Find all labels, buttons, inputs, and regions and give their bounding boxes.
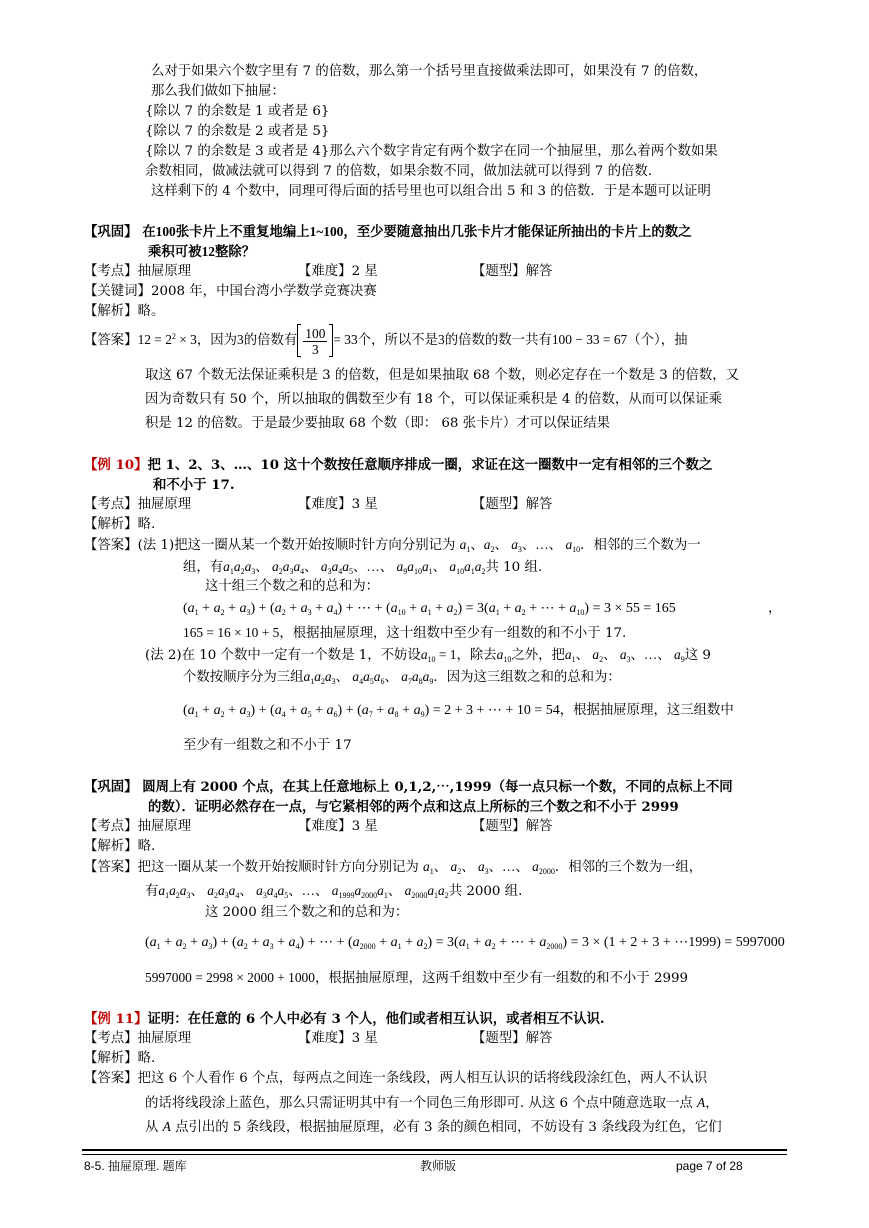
answer-text: 点引出的 5 条线段，根据抽屉原理，必有 3 条的颜色相同，不妨设有 3 条线段为红色，它们 [175,1120,722,1135]
jiexi-tag: 【解析】 [84,1051,138,1066]
keyword-tag: 【关键词】 [84,284,151,299]
gonggu-tag: 【巩固】 [84,779,138,795]
fraction [303,326,327,357]
example11-nandu [298,1029,378,1049]
answer-text: 之外，把 [511,648,565,663]
answer-text: 有 [145,884,159,899]
problem2-answer-line2 [145,881,522,902]
problem1-answer-line1 [84,324,688,357]
var-a10: $a_{10}$ [496,647,512,664]
footer-left: 8-5. 抽屉原理. 题库 [84,1159,187,1173]
example10-method1-line3: 这十组三个数之和的总和为： [205,579,380,594]
seq-a1-a9: $a_1$、 $a_2$、 $a_3$、…、 $a_9$ [564,647,685,664]
nandu-value: 3 星 [351,819,378,834]
q-text: ，至少要随意抽出几张卡片才能保证所抽出的卡片上的数之 [343,224,692,240]
problem2-equation: $(a_1 + a_2 + a_3) + (a_2 + a_3 + a_4)$ + ⋯ + $(a_{2000} + a_1 + a_2) = 3(a_1 + a_2$ + ⋯ + $a_{2000}) = 3 \times (1 + 2 + 3$ + ⋯1999) = 5997000 [145,935,785,951]
kaodian-tag: 【考点】 [84,497,138,512]
intro-line-1: 么对于如果六个数字里有 7 的倍数，那么第一个括号里直接做乘法即可，如果没有 7 的倍数， [151,64,708,79]
daan-tag: 【答案】 [84,333,138,348]
floor-bracket [297,324,333,356]
num-3: 3 [438,332,445,347]
daan-tag: 【答案】 [84,538,138,553]
example10-method1-comma: ， [768,601,782,616]
answer-text: (法 1)把这一圈从某一个数开始按顺时针方向分别记为 [137,538,456,553]
kaodian-value: 抽屉原理 [137,264,192,279]
answer-text: (法 2)在 10 个数中一定有一个数是 1，不妨设 [145,648,421,663]
fraction-denominator: 3 [311,341,319,357]
example10-method1-line5 [183,623,626,644]
q-number: 100 [155,224,176,239]
tixing-tag: 【题型】 [472,1031,526,1046]
example11-question [84,1009,605,1029]
answer-text: 的倍数的数一共有 [444,333,552,348]
intro-line-6: 余数相同，做减法就可以得到 7 的倍数，如果余数不同，做加法就可以得到 7 的倍数. [145,164,652,179]
answer-text: （个），抽 [627,333,688,348]
jiexi-tag: 【解析】 [84,517,138,532]
answer-text: 个数按顺序分为三组 [183,670,304,685]
answer-text: 共 10 组. [485,560,543,575]
jiexi-value: 略. [137,839,156,854]
jiexi-tag: 【解析】 [84,839,138,854]
kaodian-value: 抽屉原理 [137,819,192,834]
answer-text: 组，有 [183,560,224,575]
tixing-value: 解答 [525,1031,553,1046]
tixing-tag: 【题型】 [472,497,526,512]
example10-kaodian [84,495,191,515]
kaodian-tag: 【考点】 [84,819,138,834]
answer-text: ，除去 [456,648,497,663]
q-range: 1~100 [309,224,344,239]
example10-question-line1 [84,455,712,475]
footer-rule-thick [82,1149,787,1151]
eq-a10: $a_{10} = 1$ [420,647,457,664]
tixing-value: 解答 [525,819,553,834]
problem1-answer-line2: 取这 67 个数无法保证乘积是 3 的倍数，但是如果抽取 68 个数，则必定存在一个数是 3 的倍数，又 [145,368,740,383]
answer-text: ．相邻的三个数为一组， [554,860,703,875]
eq-sum-groups: $(a_1 + a_2 + a_3) + (a_4 + a_5 + a_6) + (a_7 + a_8 + a_9) = 2 + 3$ + ⋯ + 10 = 54 [183,703,560,719]
seq-a1-a10: $a_1$、$a_2$、 $a_3$、…、 $a_{10}$ [459,537,581,554]
answer-text: ，根据抽屉原理，这两千组数中至少有一组数的和不小于 2999 [314,971,689,986]
problem2-nandu [298,817,378,837]
problem2-answer-line1 [84,857,702,878]
problem2-question-line1 [84,777,733,797]
footer-rule-thin [82,1154,787,1155]
answer-text: 把这 6 个人看作 6 个点，每两点之间连一条线段，两人相互认识的话将线段涂红色，两人不认识 [137,1071,708,1086]
answer-text: ，根据抽屉原理，这三组数中 [559,703,734,718]
q-text: 在 [142,224,156,240]
answer-text: ．相邻的三个数为一 [580,538,701,553]
nandu-tag: 【难度】 [298,497,352,512]
kaodian-tag: 【考点】 [84,264,138,279]
triples-list: $a_1a_2a_3$、 $a_2a_3a_4$、 $a_3a_4a_5$、…、 $a_9a_{10}a_1$、 $a_{10}a_1a_2$ [223,559,486,576]
example11-tixing [472,1029,552,1049]
daan-tag: 【答案】 [84,1071,138,1086]
intro-line-2: 那么我们做如下抽屉： [151,84,285,99]
groups-list: $a_1a_2a_3$、 $a_4a_5a_6$、 $a_7a_8a_9$ [303,669,434,686]
example10-method2-line4: 至少有一组数之和不小于 17 [183,738,352,753]
eq-exp: 2 [171,332,176,341]
intro-line-4: {除以 7 的余数是 2 或者是 5} [145,124,330,139]
intro-line-7: 这样剩下的 4 个数中，同理可得后面的括号里也可以组合出 5 和 3 的倍数．于是本题可以证明 [151,184,711,199]
example10-tag: 【例 10】 [84,457,148,473]
problem2-question-line2: 的数）．证明必然存在一点，与它紧相邻的两个点和这点上所标的三个数之和不小于 2999 [148,799,679,815]
example10-method1-line1 [84,535,701,556]
problem1-kaodian [84,262,191,282]
intro-line-3: {除以 7 的余数是 1 或者是 6} [145,104,330,119]
eq-part: × 3 [175,332,197,347]
problem2-jiexi [84,837,155,857]
intro-line-5: {除以 7 的余数是 3 或者是 4}那么六个数字肯定有两个数字在同一个抽屉里，那么着两个数如果 [145,144,718,159]
kaodian-value: 抽屉原理 [137,497,192,512]
example10-jiexi [84,515,155,535]
q-text: 证明：在任意的 6 个人中必有 3 个人，他们或者相互认识，或者相互不认识. [147,1011,605,1027]
example11-tag: 【例 11】 [84,1011,148,1027]
kaodian-value: 抽屉原理 [137,1031,192,1046]
triples-list: $a_1a_2a_3$、 $a_2a_3a_4$、 $a_3a_4a_5$、…、 $a_{1999}a_{2000}a_1$、 $a_{2000}a_1a_2$ [158,883,449,900]
example10-method1-equation: $(a_1 + a_2 + a_3) + (a_2 + a_3 + a_4)$ + ⋯ + $(a_{10} + a_1 + a_2) = 3(a_1 + a_2$ + ⋯ + $a_{10}) = 3 \times 55 = 165$ [183,601,676,617]
eq-part: 12 = 2 [137,332,172,347]
nandu-tag: 【难度】 [298,264,352,279]
answer-text: 从 [145,1120,159,1135]
example11-answer-line2 [145,1093,719,1114]
q-text: 把 1、2、3、…、10 这十个数按任意顺序排成一圈，求证在这一圈数中一定有相邻的三个数之 [147,457,713,473]
problem1-jiexi [84,302,164,322]
eq-165: 165 = 16 × 10 + 5 [183,625,280,640]
answer-text: 的话将线段涂上蓝色，那么只需证明其中有一个同色三角形即可. 从这 6 个点中随意选取一点 [145,1096,693,1111]
answer-text: 这 9 [684,648,711,663]
jiexi-value: 略. [137,1051,156,1066]
point-a: A [697,1095,706,1110]
problem1-answer-line4: 积是 12 的倍数。于是最少要抽取 68 个数（即： 68 张卡片）才可以保证结果 [145,416,610,431]
q-text: 整除？ [214,244,256,260]
point-a: A [162,1119,171,1134]
footer-page-number: page 7 of 28 [676,1159,743,1173]
example10-method2-line2 [183,667,621,688]
problem1-keyword [84,282,377,302]
answer-text: 的倍数有 [243,333,298,348]
example10-question-line2: 和不小于 17. [153,477,235,493]
nandu-value: 2 星 [351,264,378,279]
daan-tag: 【答案】 [84,860,138,875]
example10-method2-equation [183,701,734,721]
answer-text: 把这一圈从某一个数开始按顺时针方向分别记为 [137,860,419,875]
eq-12 [138,332,197,347]
answer-text: ．因为这三组数之和的总和为： [433,670,621,685]
nandu-tag: 【难度】 [298,1031,352,1046]
eq-33: = 33 [333,332,358,347]
tixing-value: 解答 [525,264,553,279]
problem2-kaodian [84,817,191,837]
keyword-value: 2008 年，中国台湾小学数学竞赛决赛 [150,284,377,299]
fraction-numerator: 100 [305,325,326,341]
tixing-tag: 【题型】 [472,264,526,279]
problem1-nandu [298,262,378,282]
jiexi-tag: 【解析】 [84,304,138,319]
nandu-value: 3 星 [351,497,378,512]
example11-answer-line3 [145,1117,722,1138]
example11-answer-line1 [84,1069,707,1089]
problem1-tixing [472,262,552,282]
answer-text: ，因为 [196,333,238,348]
jiexi-value: 略. [137,517,156,532]
q-number: 12 [201,244,215,259]
eq-result: = 3 × 55 = 165 [592,601,676,616]
answer-text: 共 2000 组. [448,884,523,899]
gonggu-tag: 【巩固】 [84,224,138,240]
q-text: 乘积可被 [148,244,202,260]
answer-text: ，根据抽屉原理，这十组数中至少有一组数的和不小于 17. [279,626,627,641]
num-3: 3 [237,332,244,347]
example10-method1-line2 [183,557,542,578]
tixing-value: 解答 [525,497,553,512]
eq-5997000: 5997000 = 2998 × 2000 + 1000 [145,970,315,985]
q-text: 张卡片上不重复地编上 [175,224,310,240]
jiexi-value: 略。 [137,304,165,319]
answer-text: 个，所以不是 [357,333,439,348]
kaodian-tag: 【考点】 [84,1031,138,1046]
problem1-question-line2 [148,242,255,262]
example11-jiexi [84,1049,155,1069]
example11-kaodian [84,1029,191,1049]
problem1-question-line1 [84,222,692,242]
footer-center: 教师版 [420,1159,457,1173]
nandu-tag: 【难度】 [298,819,352,834]
example10-nandu [298,495,378,515]
example10-method2-line1 [145,645,711,666]
problem2-answer-line5 [145,968,688,989]
problem1-answer-line3: 因为奇数只有 50 个，所以抽取的偶数至少有 18 个，可以保证乘积是 4 的倍数，从而可以保证乘 [145,392,722,407]
seq-a1-a2000: $a_1$、 $a_2$、 $a_3$、…、 $a_{2000}$ [423,859,555,876]
tixing-tag: 【题型】 [472,819,526,834]
example10-tixing [472,495,552,515]
problem2-tixing [472,817,552,837]
eq-67: 100 − 33 = 67 [551,332,628,347]
problem2-answer-line3: 这 2000 组三个数之和的总和为： [205,905,409,920]
answer-text: ， [705,1096,719,1111]
nandu-value: 3 星 [351,1031,378,1046]
q-text: 圆周上有 2000 个点，在其上任意地标上 0,1,2,⋯,1999（每一点只标一个数，不同的点标上不同 [142,779,733,795]
eq-result: = 3 × (1 + 2 + 3 + ⋯1999) = 5997000 [570,935,785,950]
eq-result: = 2 + 3 + ⋯ + 10 = 54 [432,703,560,718]
